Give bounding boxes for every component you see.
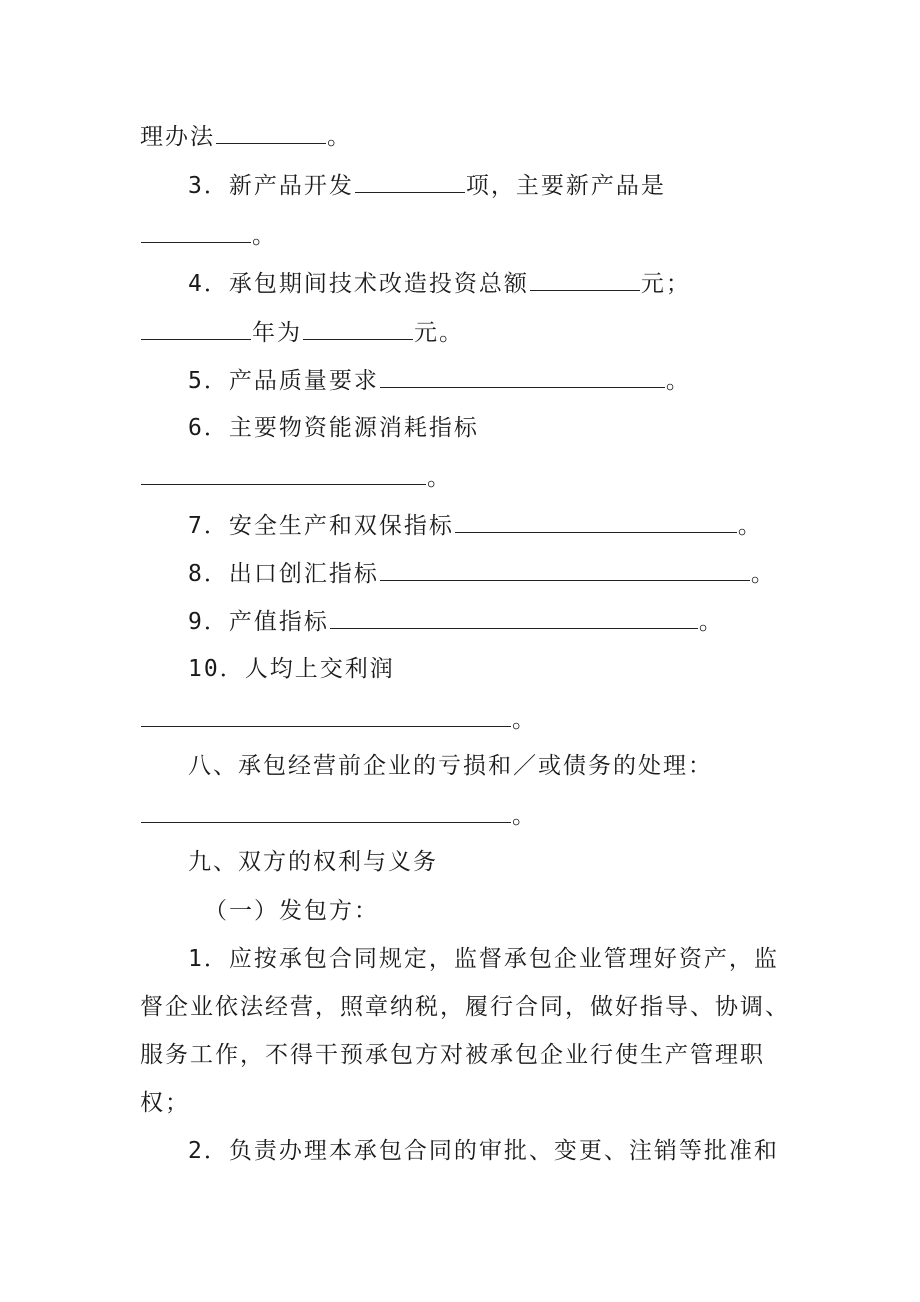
- text-line-3: [140, 218, 277, 252]
- line-text: 元；: [640, 271, 691, 297]
- text-line-5: [140, 315, 464, 349]
- subsection-heading: [204, 894, 379, 928]
- line-text: 。: [512, 803, 537, 829]
- line-text: 项，主要新产品是: [465, 173, 666, 199]
- line-text: 4．承包期间技术改造投资总额: [188, 271, 529, 297]
- line-text: 9．产值指标: [188, 609, 329, 635]
- line-text: 。: [665, 368, 691, 394]
- line-text: 7．安全生产和双保指标: [188, 513, 454, 539]
- text-line-11: [188, 604, 724, 638]
- fill-blank: [380, 556, 750, 581]
- line-text: 元。: [414, 320, 464, 346]
- line-text: 服务工作，不得干预承包方对被承包企业行使生产管理职: [140, 1042, 765, 1068]
- text-line-7: [188, 411, 479, 445]
- line-text: 。: [327, 124, 352, 150]
- fill-blank: [141, 460, 426, 485]
- line-text: 理办法: [140, 124, 215, 150]
- fill-blank: [530, 266, 640, 291]
- text-line-15: [140, 798, 537, 832]
- line-text: 八、承包经营前企业的亏损和／或债务的处理：: [188, 753, 713, 779]
- line-text: 5．产品质量要求: [188, 368, 379, 394]
- line-text: 年为: [252, 320, 302, 346]
- line-text: 权；: [140, 1090, 190, 1116]
- fill-blank: [216, 119, 326, 144]
- text-line-1: [140, 119, 352, 153]
- fill-blank: [380, 363, 665, 388]
- text-line-8: [140, 460, 452, 494]
- section-heading: [188, 845, 438, 879]
- line-text: 10．人均上交利润: [188, 656, 395, 682]
- text-line-10: [188, 556, 776, 590]
- text-line-18: [188, 942, 779, 976]
- line-text: 8．出口创汇指标: [188, 561, 379, 587]
- line-text: 。: [427, 465, 452, 491]
- line-text: 。: [252, 223, 277, 249]
- line-text: 。: [750, 561, 776, 587]
- line-text: 九、双方的权利与义务: [188, 849, 438, 875]
- fill-blank: [355, 168, 465, 193]
- fill-blank: [303, 315, 413, 340]
- line-text: 。: [698, 609, 724, 635]
- text-line-19: [140, 990, 790, 1024]
- fill-blank: [455, 508, 737, 533]
- text-line-21: [140, 1086, 190, 1120]
- fill-blank: [141, 702, 511, 727]
- fill-blank: [141, 218, 251, 243]
- text-line-9: [188, 508, 763, 542]
- text-line-6: [188, 363, 691, 397]
- fill-blank: [330, 604, 698, 629]
- line-text: 。: [512, 707, 537, 733]
- text-line-12: [188, 652, 395, 686]
- fill-blank: [141, 315, 251, 340]
- fill-blank: [141, 798, 511, 823]
- text-line-13: [140, 702, 537, 736]
- line-text: （一）发包方：: [204, 898, 379, 924]
- line-text: 2．负责办理本承包合同的审批、变更、注销等批准和: [188, 1138, 779, 1164]
- line-text: 。: [737, 513, 763, 539]
- text-line-2: [188, 168, 666, 202]
- text-line-22: [188, 1134, 779, 1168]
- text-line-20: [140, 1038, 765, 1072]
- line-text: 督企业依法经营，照章纳税，履行合同，做好指导、协调、: [140, 994, 790, 1020]
- line-text: 1．应按承包合同规定，监督承包企业管理好资产，监: [188, 946, 779, 972]
- text-line-14: [188, 749, 713, 783]
- line-text: 6．主要物资能源消耗指标: [188, 415, 479, 441]
- text-line-4: [188, 266, 691, 300]
- line-text: 3．新产品开发: [188, 173, 354, 199]
